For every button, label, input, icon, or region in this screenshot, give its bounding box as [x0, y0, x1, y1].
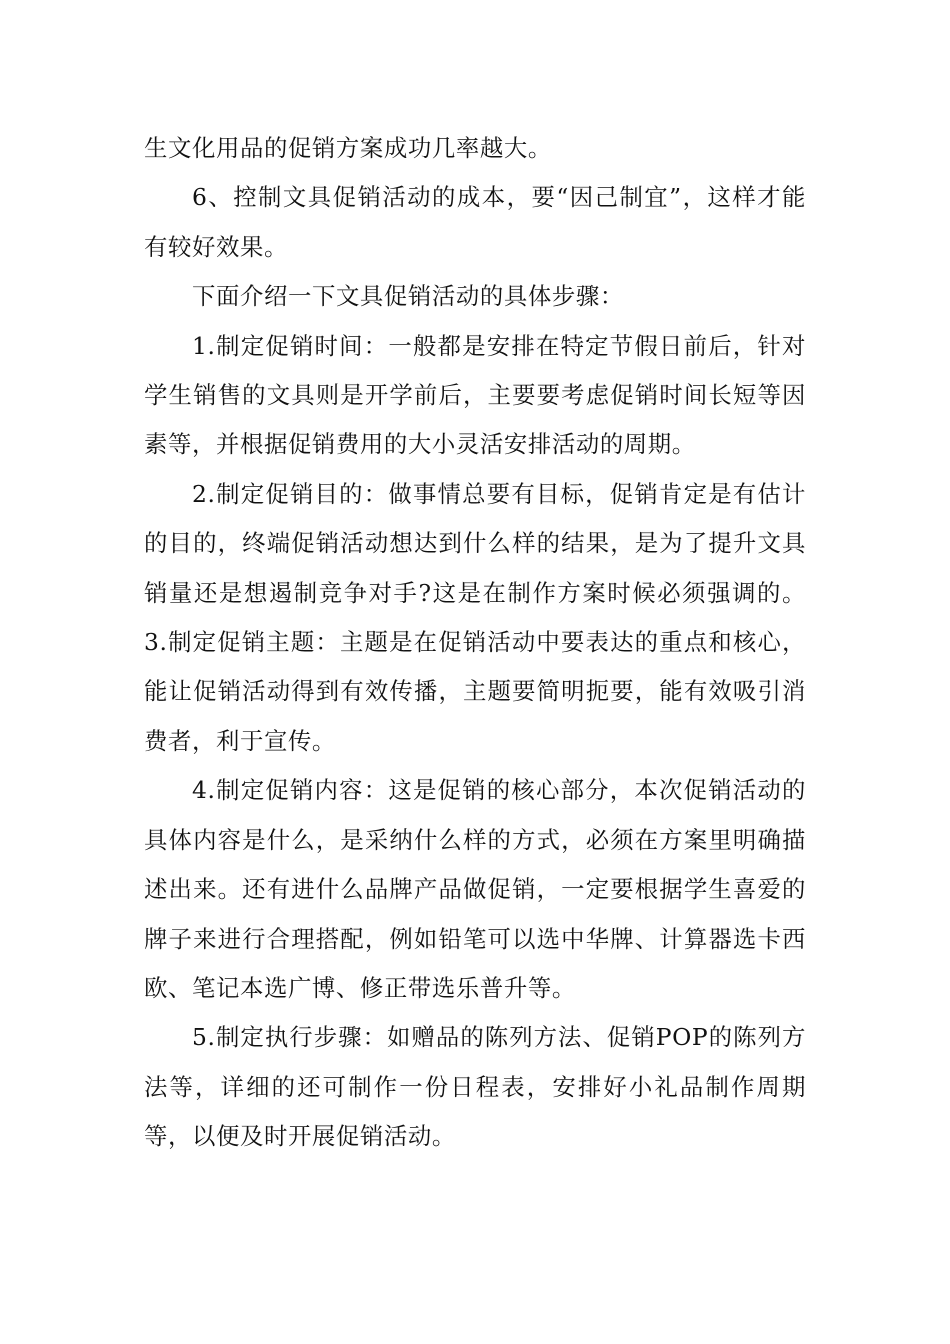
paragraph-continuation: 生文化用品的促销方案成功几率越大。	[144, 134, 552, 162]
paragraph-step-purpose-theme: 2.制定促销目的：做事情总要有目标，促销肯定是有估计的目的，终端促销活动想达到什么样的结果，是为了提升文具销量还是想遏制竞争对手?这是在制作方案时候必须强调的。 3.制定促销主题：主题是在促销活动中要表达的重点和核心，能让促销活动得到有效传播，主题要简明扼要，能有效吸引消费者，利于宣传。	[144, 479, 806, 755]
paragraph-steps-intro: 下面介绍一下文具促销活动的具体步骤：	[192, 282, 624, 311]
document-body	[144, 124, 806, 1162]
paragraph-step-time: 1.制定促销时间：一般都是安排在特定节假日前后，针对学生销售的文具则是开学前后，主要要考虑促销时间长短等因素等，并根据促销费用的大小灵活安排活动的周期。	[144, 331, 806, 459]
paragraph-cost-control: 6、控制文具促销活动的成本，要“因己制宜”，这样才能有较好效果。	[144, 183, 806, 261]
paragraph-step-content: 4.制定促销内容：这是促销的核心部分，本次促销活动的具体内容是什么，是采纳什么样的方式，必须在方案里明确描述出来。还有进什么品牌产品做促销，一定要根据学生喜爱的牌子来进行合理搭配，例如铅笔可以选中华牌、计算器选卡西欧、笔记本选广博、修正带选乐普升等。	[144, 776, 806, 1002]
paragraph-step-execution: 5.制定执行步骤：如赠品的陈列方法、促销POP的陈列方法等，详细的还可制作一份日程表，安排好小礼品制作周期等，以便及时开展促销活动。	[144, 1023, 806, 1151]
